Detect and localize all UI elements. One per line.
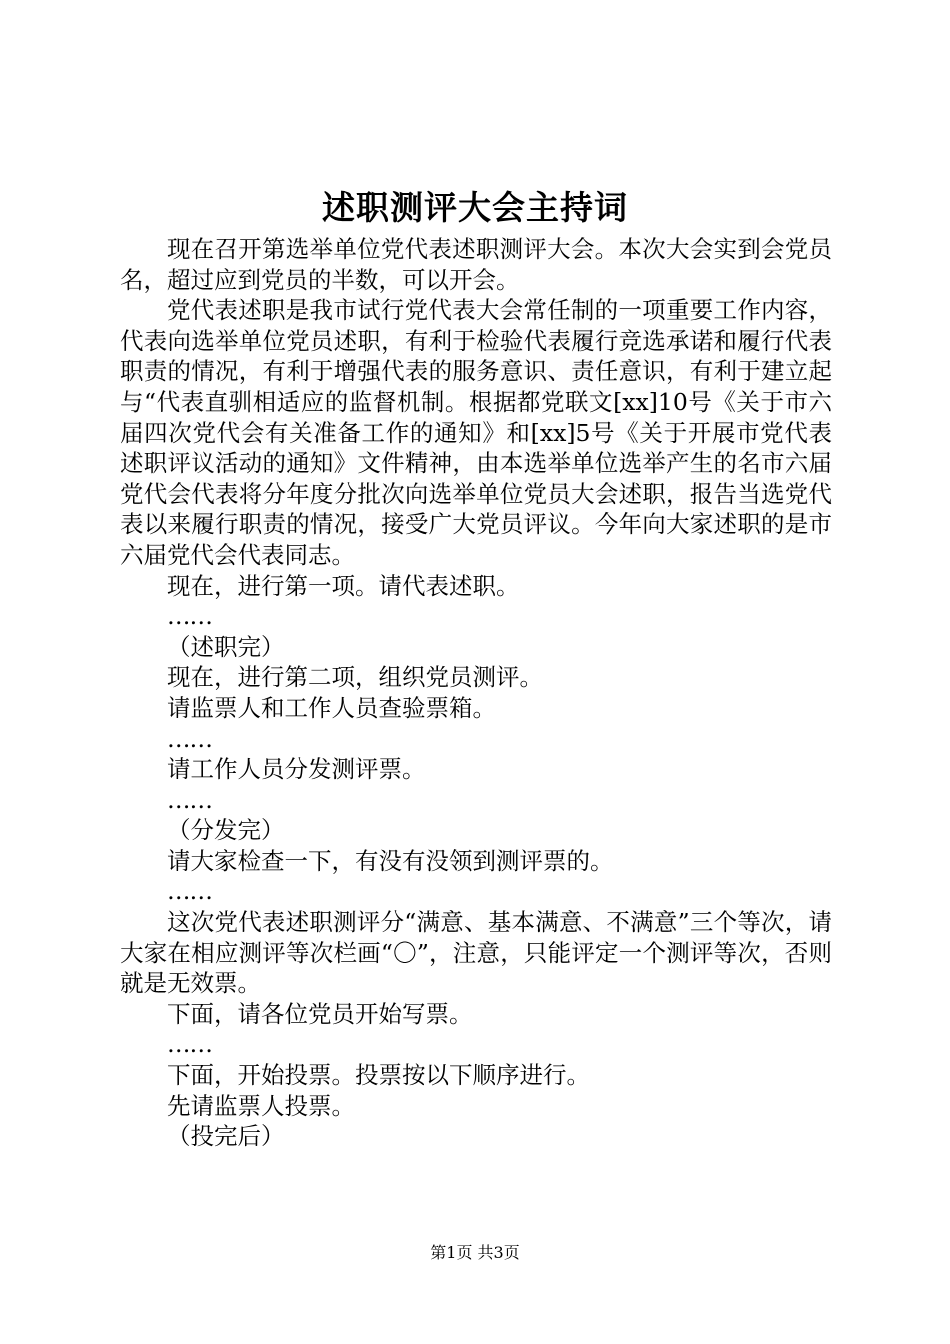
paragraph: （分发完）	[167, 816, 285, 845]
paragraph-ellipsis: ……	[167, 877, 212, 906]
paragraph: 请监票人和工作人员查验票箱。	[167, 693, 496, 722]
paragraph: 现在召开第选举单位党代表述职测评大会。本次大会实到会党员名，超过应到党员的半数，可以开会。	[120, 235, 832, 294]
paragraph: 先请监票人投票。	[167, 1091, 355, 1120]
paragraph: 这次党代表述职测评分“满意、基本满意、不满意”三个等次，请大家在相应测评等次栏画“〇”，注意，只能评定一个测评等次，否则就是无效票。	[120, 908, 832, 998]
paragraph: 党代表述职是我市试行党代表大会常任制的一项重要工作内容，代表向选举单位党员述职，有利于检验代表履行竞选承诺和履行代表职责的情况，有利于增强代表的服务意识、责任意识，有利于建立起与“代表直驯相适应的监督机制。根据都党联文[xx]10号《关于市六届四次党代会有关准备工作的通知》和[xx]5号《关于开展市党代表述职评议活动的通知》文件精神，由本选举单位选举产生的名市六届党代会代表将分年度分批次向选举单位党员大会述职，报告当选党代表以来履行职责的情况，接受广大党员评议。今年向大家述职的是市六届党代会代表同志。	[120, 296, 832, 569]
paragraph: （投完后）	[167, 1122, 285, 1151]
paragraph-ellipsis: ……	[167, 602, 212, 631]
paragraph: 现在，进行第二项，组织党员测评。	[167, 663, 543, 692]
paragraph: 现在，进行第一项。请代表述职。	[167, 571, 520, 600]
paragraph: 下面，开始投票。投票按以下顺序进行。	[167, 1061, 590, 1090]
page-title: 述职测评大会主持词	[322, 188, 628, 227]
document-body	[120, 234, 832, 1152]
paragraph-ellipsis: ……	[167, 724, 212, 753]
paragraph: 请大家检查一下，有没有没领到测评票的。	[167, 846, 614, 875]
paragraph: 请工作人员分发测评票。	[167, 755, 426, 784]
paragraph-ellipsis: ……	[167, 785, 212, 814]
paragraph: 下面，请各位党员开始写票。	[167, 999, 473, 1028]
page-footer: 第1页 共3页	[430, 1243, 520, 1262]
paragraph-ellipsis: ……	[167, 1030, 212, 1059]
paragraph: （述职完）	[167, 632, 285, 661]
